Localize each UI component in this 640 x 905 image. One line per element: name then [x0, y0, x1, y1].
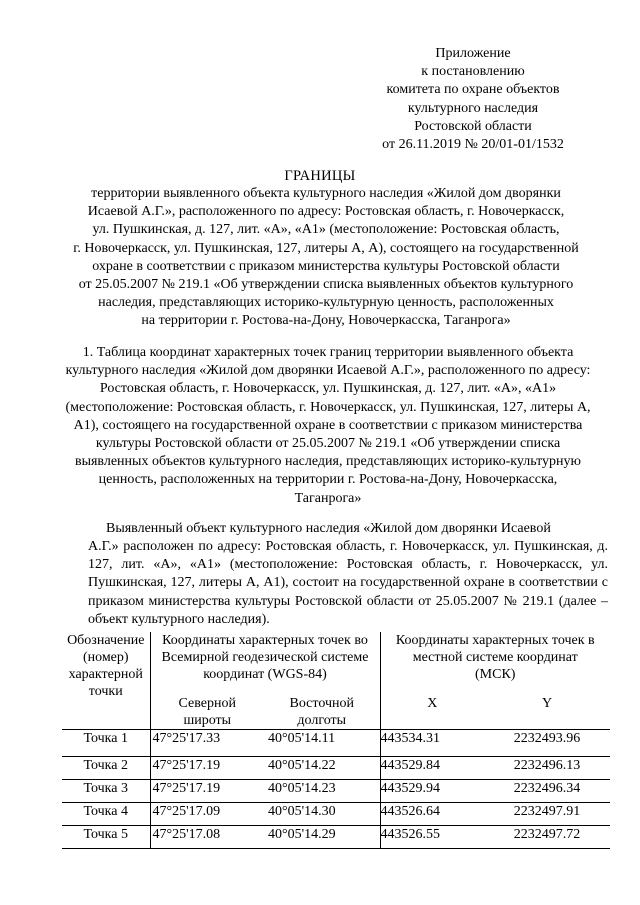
header-text: Всемирной геодезической системе — [161, 650, 369, 665]
section-1-line: культурного наследия «Жилой дом дворянки Исаевой А.Г.», расположенного по адресу: — [65, 363, 591, 379]
table-row — [62, 826, 610, 849]
section-1-line: (местоположение: Ростовская область, г. Новочеркасск, ул. Пушкинская, 127, литеры А, — [65, 399, 591, 415]
appendix-line: к постановлению — [421, 64, 525, 80]
header-text: местной системе координат — [412, 650, 578, 665]
wgs-column-header — [150, 632, 380, 695]
description-paragraph: А.Г.» расположен по адресу: Ростовская область, г. Новочеркасск, ул. Пушкинская, д. 127, лит. «А», «А1» (местоположение: Ростовская область, г. Новочеркасск, ул. Пушкинская, 127, литеры А, А1), состоит на государственной охране в соответствии с приказом министерства культуры Ростовской области от 25.05.2007 № 219.1 (далее – объект культурного наследия). — [88, 539, 608, 627]
section-1-heading — [48, 344, 608, 508]
header-text: долготы — [297, 713, 347, 728]
header-text: широты — [183, 713, 232, 728]
latitude-cell: 47°25'17.19 — [150, 757, 264, 780]
header-text: Восточной — [289, 696, 354, 711]
x-cell: 443529.84 — [380, 757, 484, 780]
x-cell: 443526.55 — [380, 826, 484, 849]
section-1-line: 1. Таблица координат характерных точек границ территории выявленного объекта — [82, 345, 574, 360]
intro-line: на территории г. Ростова-на-Дону, Новочеркасска, Таганрога» — [141, 313, 511, 329]
longitude-header — [264, 695, 380, 730]
y-cell: 2232493.96 — [484, 730, 610, 757]
point-cell: Точка 4 — [62, 803, 150, 826]
appendix-line: культурного наследия — [407, 100, 539, 116]
table-header-row — [62, 632, 610, 695]
y-header: Y — [484, 695, 610, 730]
section-1-line: Ростовская область, г. Новочеркасск, ул. Пушкинская, д. 127, лит. «А», «А1» — [99, 381, 557, 397]
y-cell: 2232497.91 — [484, 803, 610, 826]
intro-line: ул. Пушкинская, д. 127, лит. «А», «А1» (местоположение: Ростовская область, — [92, 222, 560, 238]
point-cell: Точка 2 — [62, 757, 150, 780]
header-text: координат (WGS-84) — [203, 667, 327, 682]
longitude-cell: 40°05'14.22 — [264, 757, 380, 780]
appendix-header — [353, 45, 593, 154]
y-cell: 2232496.13 — [484, 757, 610, 780]
header-text: Обозначение — [67, 633, 145, 648]
latitude-header — [150, 695, 264, 730]
header-text: Координаты характерных точек в — [395, 633, 595, 648]
header-text: точки — [88, 684, 123, 699]
x-cell: 443526.64 — [380, 803, 484, 826]
point-cell: Точка 5 — [62, 826, 150, 849]
intro-line: от 25.05.2007 № 219.1 «Об утверждении списка выявленных объектов культурного — [78, 277, 574, 293]
section-1-line: А1), состоящего на государственной охране в соответствии с приказом министерства — [73, 417, 583, 433]
section-1-line: ценность, расположенных на территории г. Ростова-на-Дону, Новочеркасска, — [98, 472, 558, 488]
point-column-header — [62, 632, 150, 730]
header-text: Северной — [178, 696, 236, 711]
intro-line: наследия, представляющих историко-культурную ценность, расположенных — [98, 295, 554, 311]
x-header: X — [380, 695, 484, 730]
table-row — [62, 803, 610, 826]
longitude-cell: 40°05'14.11 — [264, 730, 380, 757]
intro-line: г. Новочеркасск, ул. Пушкинская, 127, литеры А, А), состоящего на государственной — [73, 240, 579, 256]
longitude-cell: 40°05'14.30 — [264, 803, 380, 826]
table-row — [62, 780, 610, 803]
header-text: (МСК) — [475, 667, 516, 682]
header-text: Координаты характерных точек во — [162, 633, 368, 648]
y-cell: 2232497.72 — [484, 826, 610, 849]
coordinates-table — [62, 632, 610, 849]
latitude-cell: 47°25'17.08 — [150, 826, 264, 849]
table-row — [62, 730, 610, 757]
appendix-line: Ростовской области — [414, 118, 532, 134]
table-row — [62, 757, 610, 780]
section-1-line: выявленных объектов культурного наследия, представляющих историко-культурную — [74, 454, 582, 470]
intro-line: охране в соответствии с приказом министерства культуры Ростовской области — [92, 258, 560, 274]
latitude-cell: 47°25'17.19 — [150, 780, 264, 803]
appendix-line: Приложение — [435, 46, 511, 61]
x-cell: 443534.31 — [380, 730, 484, 757]
y-cell: 2232496.34 — [484, 780, 610, 803]
appendix-line: комитета по охране объектов — [386, 82, 560, 98]
point-cell: Точка 1 — [62, 730, 150, 757]
description-first-line: Выявленный объект культурного наследия «Жилой дом дворянки Исаевой — [106, 521, 551, 536]
header-text: характерной — [68, 667, 143, 682]
msk-column-header — [380, 632, 610, 695]
intro-paragraph — [48, 185, 604, 331]
latitude-cell: 47°25'17.33 — [150, 730, 264, 757]
latitude-cell: 47°25'17.09 — [150, 803, 264, 826]
x-cell: 443529.94 — [380, 780, 484, 803]
header-text: (номер) — [82, 650, 129, 665]
section-1-line: культуры Ростовской области от 25.05.2007 № 219.1 «Об утверждении списка — [95, 436, 561, 452]
section-1-line: Таганрога» — [294, 490, 362, 506]
intro-line: территории выявленного объекта культурного наследия «Жилой дом дворянки — [91, 186, 561, 201]
longitude-cell: 40°05'14.29 — [264, 826, 380, 849]
appendix-line: от 26.11.2019 № 20/01-01/1532 — [382, 137, 564, 153]
longitude-cell: 40°05'14.23 — [264, 780, 380, 803]
intro-line: Исаевой А.Г.», расположенного по адресу: Ростовская область, г. Новочеркасск, — [87, 204, 565, 220]
document-title: ГРАНИЦЫ — [284, 168, 356, 184]
point-cell: Точка 3 — [62, 780, 150, 803]
